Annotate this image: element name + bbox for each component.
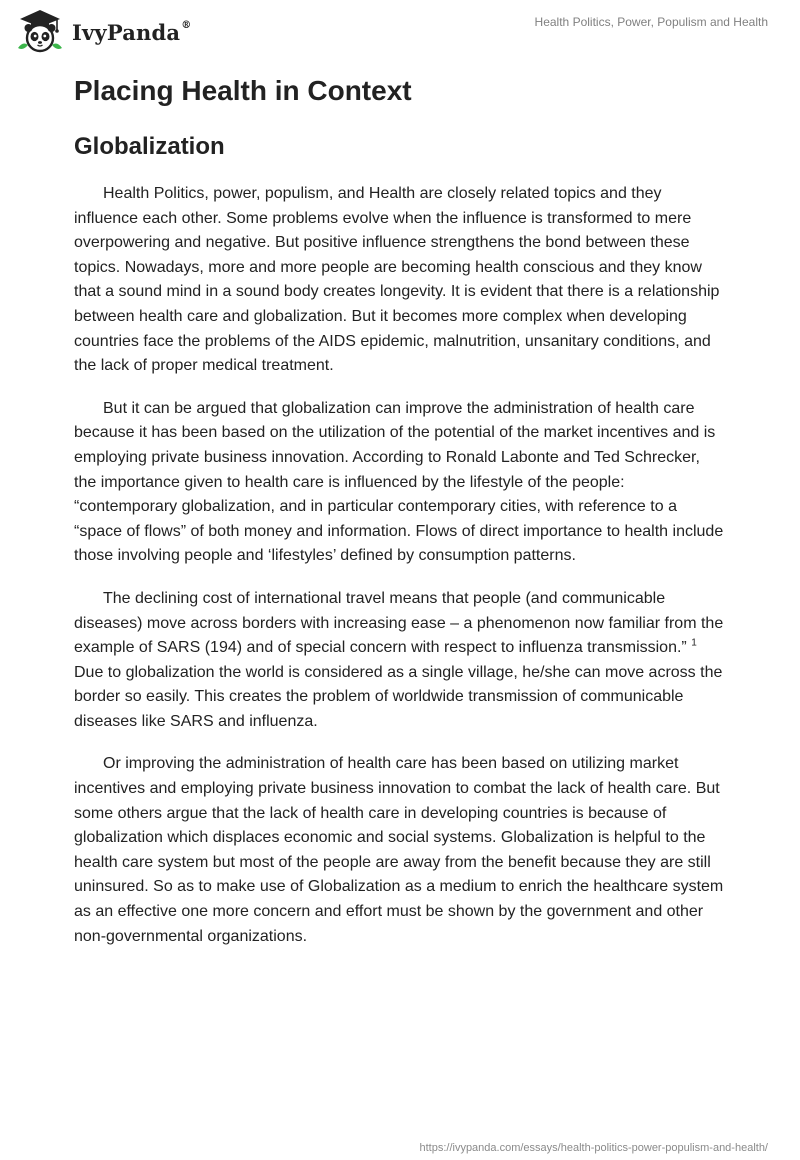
- brand-name: IvyPanda®: [72, 19, 192, 45]
- paragraph-4: Or improving the administration of health care has been based on utilizing market incentives and employing private business innovation to combat the lack of health care. But some others argue that the lack of health care in developing countries is because of globalization which displaces economic and social systems. Globalization is helpful to the health care system but most of the people are away from the benefit because they are still uninsured. So as to make use of Globalization as a medium to enrich the healthcare system as an effective one more concern and effort must be shown by the government and other non-governmental organizations.: [74, 755, 724, 945]
- source-url[interactable]: https://ivypanda.com/essays/health-politics-power-populism-and-health/: [419, 1142, 768, 1154]
- document-body: [74, 72, 724, 949]
- section-heading: Globalization: [74, 133, 225, 160]
- paragraph-1: Health Politics, power, populism, and Health are closely related topics and they influence each other. Some problems evolve when the influence is transformed to mere overpowering and negative. But positive influence strengthens the bond between these topics. Nowadays, more and more people are becoming health conscious and they know that a sound mind in a sound body creates longevity. It is evident that there is a relationship between health care and globalization. But it becomes more complex when developing countries face the problems of the AIDS epidemic, malnutrition, unsanitary conditions, and the lack of proper medical treatment.: [74, 185, 720, 375]
- page-title: Placing Health in Context: [74, 75, 412, 106]
- ivypanda-logo[interactable]: [14, 8, 191, 54]
- paragraph-3: [74, 587, 724, 735]
- paragraph-2: But it can be argued that globalization can improve the administration of health care because it has been based on the utilization of the potential of the market incentives and is employing private business innovation. According to Ronald Labonte and Ted Schrecker, the importance given to health care is influenced by the lifestyle of the people: “contemporary globalization, and in particular contemporary cities, with reference to a “space of flows” of both money and information. Flows of direct importance to health include those involving people and ‘lifestyles’ defined by consumption patterns.: [74, 399, 724, 565]
- running-head: Health Politics, Power, Populism and Health: [534, 15, 768, 29]
- page-header: [0, 0, 800, 70]
- paragraph-3-text-before: The declining cost of international travel means that people (and communicable diseases) move across borders with increasing ease – a phenomenon now familiar from the example of SARS (194) and of special concern with respect to influenza transmission.”: [74, 589, 724, 657]
- paragraph-3-text-after: Due to globalization the world is considered as a single village, he/she can move across the border so easily. This creates the problem of worldwide transmission of communicable diseases like SARS and influenza.: [74, 663, 723, 730]
- panda-graduate-icon: [14, 8, 66, 54]
- registered-mark: ®: [181, 19, 192, 31]
- footnote-ref[interactable]: 1: [691, 637, 697, 649]
